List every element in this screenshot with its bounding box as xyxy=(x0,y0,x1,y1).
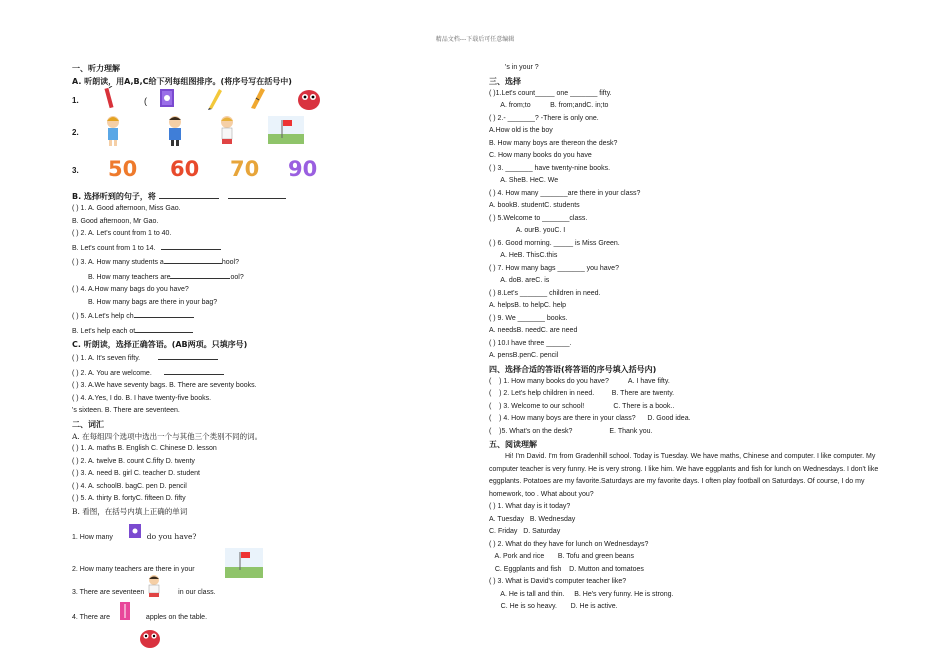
s1b-item-5a xyxy=(72,309,372,324)
row-number: 2. xyxy=(72,127,79,137)
line-tail: in our class. xyxy=(178,588,216,596)
answer-blank[interactable] xyxy=(164,366,224,375)
line-tail: do you have? xyxy=(146,531,197,541)
s3-line: A. ourB. youC. I xyxy=(489,227,566,234)
s3-line: A. HeB. ThisC.this xyxy=(489,252,558,259)
s4-line: ( ) 4. How many boys are there in your class? D. Good idea. xyxy=(489,415,691,422)
section-1a-instruction: A. 听朗读，用A,B,C给下列每组图排序。(将序号写在括号中) xyxy=(72,77,292,86)
row-number: 1. xyxy=(72,95,79,105)
school-flag-icon xyxy=(225,548,263,590)
s5-line: C. Eggplants and fish D. Mutton and tomatoes xyxy=(489,565,644,573)
s4-line: ( ) 3. Welcome to our school! C. There is a book.. xyxy=(489,402,675,410)
s5-line: ( ) 3. What is David's computer teacher like? xyxy=(489,578,627,585)
s3-line: A. from;to B. from;andC. in;to xyxy=(489,102,609,109)
line-tail: ool? xyxy=(230,273,244,281)
s3-line: ( ) 3. _______ have twenty-nine books. xyxy=(489,164,611,172)
number-label: 50 xyxy=(108,157,138,181)
number-50-picture xyxy=(106,156,142,186)
s1b-item-4b: B. How many bags are there in your bag? xyxy=(88,298,218,306)
line-text: B. Let's help each ot xyxy=(72,327,136,335)
reading-passage: Hi! I'm David. I'm from Gradenhill school. Today is Tuesday. We have maths, Chinese and computer. I like computer. My computer teacher is very funny. He is very strong. I like him. We have eggplants and fish for lunch on Wednesdays. I don't like eggplants. Potatoes are my favorite.Saturdays are my favorite days. I often play football on Saturdays. Of course, I do my homework, too . What about you? xyxy=(489,453,879,498)
s1c-item-2 xyxy=(72,366,372,381)
s3-line: A. needsB. needC. are need xyxy=(489,327,578,334)
section-4-title: 四、选择合适的答语(将答语的序号填入括号内) xyxy=(489,364,657,374)
ruler-icon xyxy=(116,600,134,634)
s3-line: A. helpsB. to helpC. help xyxy=(489,302,567,309)
s5-line: A. He is tall and thin. B. He's very funny. He is strong. xyxy=(489,590,674,598)
answer-blank[interactable] xyxy=(134,309,194,318)
s2b-item-1 xyxy=(72,522,372,548)
number-label: 90 xyxy=(288,157,318,181)
answer-blank[interactable] xyxy=(135,324,193,333)
s4-line: ( )5. What's on the desk? E. Thank you. xyxy=(489,427,653,435)
s2a-item-1: ( ) 1. A. maths B. English C. Chinese D. lesson xyxy=(72,445,217,452)
section-1b-instruction xyxy=(72,190,372,203)
schoolbag-icon xyxy=(295,85,323,117)
s2a-item-5: ( ) 5. A. thirty B. fortyC. fifteen D. fifty xyxy=(72,495,186,502)
school-flag-icon xyxy=(268,116,304,150)
s1c-item-3: ( ) 3. A.We have seventy bags. B. There are seventy books. xyxy=(72,382,257,389)
section-3-title: 三、选择 xyxy=(489,76,521,86)
s5-line: C. He is so heavy. D. He is active. xyxy=(489,603,618,610)
answer-blank[interactable] xyxy=(170,270,230,279)
s3-line: A. bookB. studentC. students xyxy=(489,202,580,209)
s3-line: ( ) 6. Good morning. _____ is Miss Green. xyxy=(489,239,620,247)
s5-line: C. Friday D. Saturday xyxy=(489,528,561,535)
s1b-item-2b xyxy=(72,241,372,256)
s5-line: A. Tuesday B. Wednesday xyxy=(489,515,576,523)
left-column xyxy=(72,62,372,656)
s1b-item-3a xyxy=(72,255,372,270)
line-tail: hool? xyxy=(221,259,239,266)
s3-line: ( ) 10.I have three ______. xyxy=(489,339,572,347)
boy-with-book-icon xyxy=(164,113,186,153)
number-label: 70 xyxy=(230,157,260,181)
s1b-item-1b: B. Good afternoon, Mr Gao. xyxy=(72,217,159,225)
section-2a-instruction: A. 在每组四个选项中选出一个与其他三个类别不同的词。 xyxy=(72,431,263,441)
section-1-title: 一、听力理解 xyxy=(72,64,120,73)
s3-line: ( )1.Let's count_____ one _______ fifty. xyxy=(489,89,612,97)
line-tail: apples on the table. xyxy=(145,613,208,621)
instruction-text: B. 选择听到的句子，将 xyxy=(72,192,156,201)
answer-blank[interactable] xyxy=(159,190,219,199)
line-text: B. Let's count from 1 to 14. xyxy=(72,244,156,252)
pencil-icon xyxy=(203,86,225,116)
s1b-item-5b xyxy=(72,324,372,339)
ruler-icon xyxy=(247,86,269,116)
s1b-item-1a: ( ) 1. A. Good afternoon, Miss Gao. xyxy=(72,205,181,212)
s2a-item-3: ( ) 3. A. need B. girl C. teacher D. student xyxy=(72,470,201,477)
paren-mark: ( xyxy=(144,95,147,106)
answer-blank[interactable] xyxy=(158,351,218,360)
s3-line: ( ) 8.Let's _______ children in need. xyxy=(489,289,601,297)
s4-line: ( ) 2. Let's help children in need. B. There are twenty. xyxy=(489,390,675,397)
s1b-item-3b xyxy=(72,270,372,285)
line-text: 2. How many teachers are there in your xyxy=(72,565,195,573)
firecracker-icon xyxy=(98,86,120,116)
line-text: 4. There are xyxy=(72,613,111,621)
s4-line: ( ) 1. How many books do you have? A. I have fifty. xyxy=(489,377,670,385)
s3-line: B. How many boys are thereon the desk? xyxy=(489,139,618,147)
s2b-item-2 xyxy=(72,548,372,574)
book-icon xyxy=(157,86,179,116)
s3-line: C. How many books do you have xyxy=(489,152,592,159)
section-2b-instruction: B. 看图，在括号内填上正确的单词 xyxy=(72,506,188,516)
s2a-item-4: ( ) 4. A. schoolB. bagC. pen D. pencil xyxy=(72,482,187,490)
number-60-picture xyxy=(168,156,204,186)
s3-line: A. SheB. HeC. We xyxy=(489,177,559,184)
s3-line: ( ) 7. How many bags _______ you have? xyxy=(489,264,619,272)
row-number: 3. xyxy=(72,165,79,175)
child-icon xyxy=(216,113,238,153)
s1c-item-5: 's sixteen. B. There are seventeen. xyxy=(72,407,180,414)
s1b-item-4a: ( ) 4. A.How many bags do you have? xyxy=(72,286,189,293)
line-text: 1. How many xyxy=(72,533,113,541)
line-text: ( ) 1. A. It's seven fifty. xyxy=(72,355,141,362)
girl-icon xyxy=(102,113,124,153)
s3-line: A. doB. areC. is xyxy=(489,277,550,284)
carryover-line: 's in your ? xyxy=(505,64,539,71)
page-header: 精品文档---下载后可任意编辑 xyxy=(435,36,515,43)
s5-line: ( ) 2. What do they have for lunch on Wednesdays? xyxy=(489,540,649,548)
number-label: 60 xyxy=(170,157,200,181)
section-2-title: 二、词汇 xyxy=(72,419,104,429)
section-1c-instruction: C. 听朗读，选择正确答语。(AB两项。只填序号) xyxy=(72,340,248,349)
right-column xyxy=(489,62,889,614)
answer-blank[interactable] xyxy=(164,255,222,264)
line-text: ( ) 2. A. You are welcome. xyxy=(72,369,152,377)
s1b-item-2a: ( ) 2. A. Let's count from 1 to 40. xyxy=(72,230,172,237)
line-text: ( ) 5. A.Let's help ch xyxy=(72,313,134,320)
schoolbag-icon xyxy=(138,626,372,656)
s3-line: ( ) 5.Welcome to _______class. xyxy=(489,214,588,222)
s3-line: ( ) 4. How many _______are there in your class? xyxy=(489,189,641,197)
s1c-item-4: ( ) 4. A.Yes, I do. B. I have twenty-five books. xyxy=(72,394,212,402)
s2b-item-3 xyxy=(72,574,372,600)
s2a-item-2: ( ) 2. A. twelve B. count C.fifty D. twenty xyxy=(72,457,195,465)
line-text: B. How many teachers are xyxy=(88,273,171,281)
line-text: 3. There are seventeen xyxy=(72,588,145,596)
number-70-picture xyxy=(228,156,264,186)
line-text: ( ) 3. A. How many students a xyxy=(72,259,164,266)
number-90-picture xyxy=(286,156,322,186)
picture-row-3 xyxy=(72,152,372,190)
s1c-item-1 xyxy=(72,351,372,366)
answer-blank[interactable] xyxy=(228,190,286,199)
s2b-item-4 xyxy=(72,600,372,626)
s5-line: ( ) 1. What day is it today? xyxy=(489,503,571,510)
s3-line: ( ) 2.- _______? -There is only one. xyxy=(489,114,599,122)
s5-line: A. Pork and rice B. Tofu and green beans xyxy=(489,553,635,560)
s3-line: ( ) 9. We _______ books. xyxy=(489,314,568,322)
s3-line: A. pensB.penC. pencil xyxy=(489,352,559,359)
section-5-title: 五、阅读理解 xyxy=(489,440,537,449)
answer-blank[interactable] xyxy=(161,241,221,250)
picture-row-2 xyxy=(72,114,372,152)
picture-row-1 xyxy=(72,88,372,114)
s3-line: A.How old is the boy xyxy=(489,127,553,134)
